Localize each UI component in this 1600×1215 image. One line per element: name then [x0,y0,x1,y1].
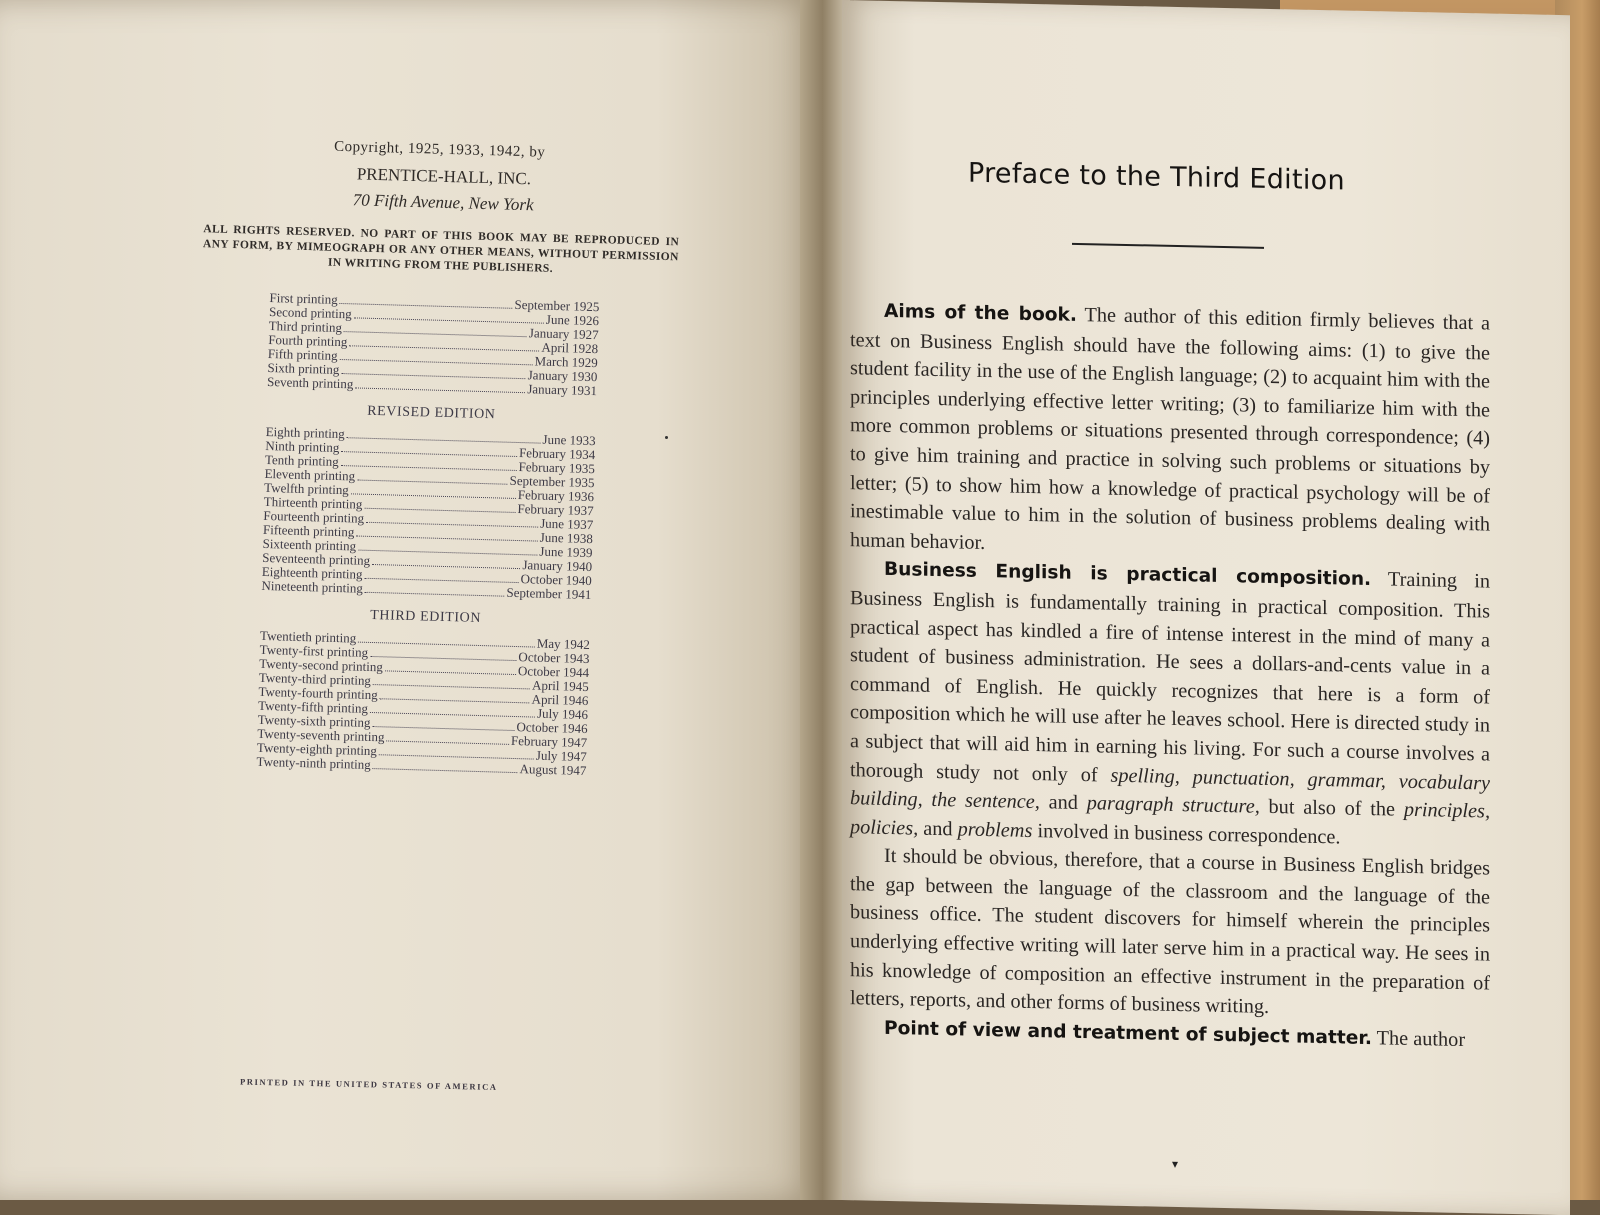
printing-label: Twenty-fifth printing [257,697,369,716]
printing-label: Twentieth printing [259,627,357,646]
printing-label: Fifteenth printing [262,521,355,540]
printing-label: Twenty-eighth printing [256,739,378,759]
first-edition-printings [267,291,600,398]
third-edition-printings [256,629,590,778]
printing-label: Twenty-first printing [259,641,369,660]
publisher-name: PRENTICE-HALL, INC. [356,164,532,189]
printing-label: Twenty-third printing [258,669,372,688]
copyright-line: Copyright, 1925, 1933, 1942, by [333,138,546,161]
printing-label: Seventeenth printing [262,549,371,568]
printing-date: October 1946 [516,719,588,737]
printing-date: May 1942 [536,635,591,653]
printing-date: October 1944 [517,663,590,681]
paragraph-text: involved in business correspondence. [1037,819,1341,849]
printing-date: February 1947 [510,732,588,751]
paragraph-text: Training in Business English is fundamentally training in practical composition. This practical aspect has kindled a fire of intense interest in the mind of many a student of business administration. He sees a dollars-and-cents value in a command of English. He quickly recognizes that here is a form of composition which he will use after he leaves school. Here is directed study in a subject that will aid him in earning his living. For such a course involves a thorough study not only of [850,568,1490,786]
printing-date: February 1936 [517,487,595,505]
printing-date: June 1939 [539,543,593,561]
printing-date: February 1937 [517,501,594,519]
leader-dots [355,387,525,393]
title-rule [1072,243,1264,249]
printing-date: August 1947 [519,761,587,779]
paragraph-aims [850,296,1490,568]
printing-date: October 1943 [518,649,590,667]
printing-label: First printing [269,290,338,307]
publisher-address: 70 Fifth Avenue, New York [352,190,534,215]
ink-speck [665,436,668,439]
third-edition-heading: THIRD EDITION [370,607,482,627]
paragraph-text: and [1048,791,1078,815]
run-in-heading: Point of view and treatment of subject matter. [884,1017,1372,1049]
printing-label: Twenty-seventh printing [257,725,385,745]
printing-date: June 1933 [542,431,596,449]
printing-label: Fourth printing [268,331,348,350]
paragraph-text: The author [1376,1027,1466,1051]
printing-label: Twenty-sixth printing [257,711,371,730]
printing-label: Fourteenth printing [263,507,365,526]
printing-label: Eighth printing [265,423,346,442]
printing-date: September 1935 [509,472,595,491]
revised-edition-printings [261,425,596,602]
run-in-heading: Business English is practical composition. [884,559,1372,591]
paragraph-bridges-gap [850,841,1490,1026]
printing-date: June 1926 [545,311,600,329]
printing-label: Tenth printing [264,451,339,469]
printed-in-notice: PRINTED IN THE UNITED STATES OF AMERICA [239,1076,498,1092]
preface-body [850,296,1490,1056]
printing-label: Sixteenth printing [262,535,357,554]
printing-date: January 1940 [522,557,593,575]
printing-date: September 1925 [514,296,600,315]
paragraph-text: The author of this edition firmly believes that a text on Business English should have the following aims: (1) to give the student facility in the use of the English language; (2) to acquaint him with the principles underlying effective letter writing; (3) to familiarize him with the more common problems or situations presented through correspondence; (4) to give him training and practice in solving such problems or situations by letter; (5) to show him how a knowledge of practical psychology will be of inestimable value to him in the solution of business problems dealing with human behavior. [850,304,1490,554]
leader-dots [365,592,505,597]
printing-label: Ninth printing [265,437,340,456]
printing-date: September 1941 [506,584,592,603]
page-marker-icon: ▾ [1172,1156,1179,1172]
printing-date: January 1930 [527,367,598,385]
printing-date: July 1947 [535,747,588,765]
printing-label: Twelfth printing [263,479,350,498]
printing-date: October 1940 [520,571,592,589]
printing-date: July 1946 [536,705,589,723]
printing-label: Fifth printing [267,345,338,363]
italic-terms: paragraph structure, [1086,792,1260,818]
printing-label: Twenty-ninth printing [256,753,371,773]
paragraph-text: and [923,817,953,841]
italic-terms: spelling, punctuation, grammar, vocabulary building, the sentence, [850,764,1490,814]
run-in-heading: Aims of the book. [884,300,1077,326]
printing-label: Eleventh printing [264,465,356,484]
printing-date: January 1931 [527,381,598,399]
italic-terms: principles, policies, [850,798,1491,840]
printing-date: June 1937 [539,515,594,533]
printing-date: April 1928 [541,339,599,357]
preface-title: Preface to the Third Edition [968,157,1345,197]
printing-label: Sixth printing [267,359,340,377]
italic-terms: problems [957,818,1033,842]
printing-date: March 1929 [534,353,599,371]
preface-page [842,0,1570,1215]
printing-label: Nineteenth printing [261,577,364,596]
printing-date: January 1927 [528,325,599,343]
rights-notice: ALL RIGHTS RESERVED. NO PART OF THIS BOOK MAY BE REPRODUCED IN ANY FORM, BY MIMEOGRAPH OR ANY OTHER MEANS, WITHOUT PERMISSION IN WRITING FROM THE PUBLISHERS. [202,223,680,275]
printing-date: February 1935 [518,459,596,477]
printing-label: Eighteenth printing [261,563,363,582]
leader-dots [373,768,518,773]
printing-label: Seventh printing [266,373,354,392]
revised-edition-heading: REVISED EDITION [366,403,496,423]
copyright-block [182,135,689,780]
printing-date: April 1945 [531,677,589,695]
paragraph-text: It should be obvious, therefore, that a course in Business English bridges the gap between the language of the classroom and the language of the business office. The student discovers for himself wherein the principles underlying effective writing will later serve him in a practical way. He sees in his knowledge of composition an effective instrument in the preparation of letters, reports, and other forms of business writing. [850,845,1490,1019]
printing-label: Thirteenth printing [263,493,363,512]
paragraph-practical-composition [850,555,1490,855]
printing-label: Third printing [268,317,343,336]
printing-label: Twenty-fourth printing [258,683,378,703]
printing-date: February 1934 [518,445,596,463]
printing-date: April 1946 [531,691,589,709]
printing-date: June 1938 [539,529,594,547]
printing-history [256,291,599,778]
printing-label: Twenty-second printing [259,655,384,675]
printing-label: Second printing [268,304,352,322]
paragraph-text: but also of the [1268,796,1396,821]
